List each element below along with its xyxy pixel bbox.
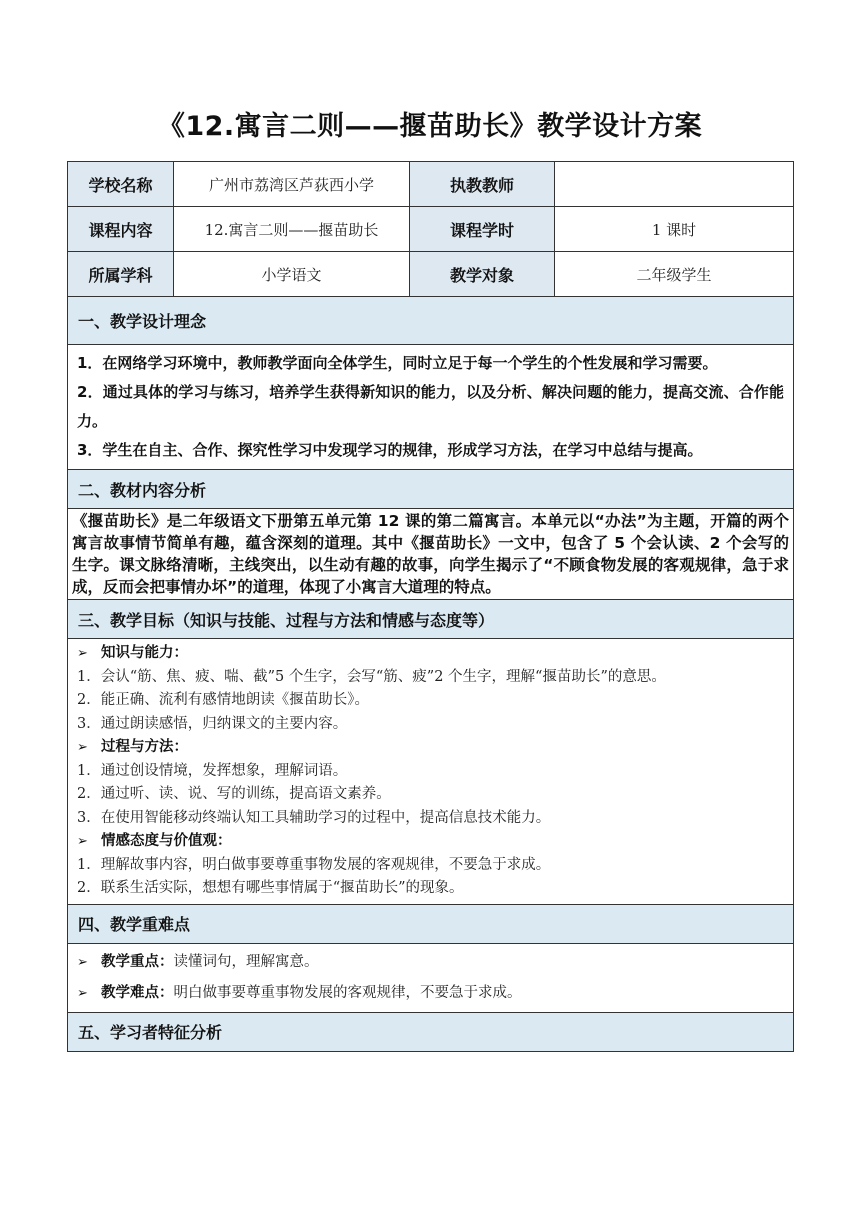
section-heading-philosophy: 一、教学设计理念: [68, 297, 794, 345]
philosophy-body: [68, 345, 794, 470]
goal-group-title: 知识与能力：: [101, 645, 188, 661]
key-point: [77, 947, 784, 978]
goals-body: [68, 639, 794, 905]
section-heading-goals: 三、教学目标（知识与技能、过程与方法和情感与态度等）: [68, 600, 794, 639]
goal-item: 3．通过朗读感悟，归纳课文的主要内容。: [77, 715, 348, 732]
goal-group-knowledge: [77, 642, 784, 666]
subject-label: 所属学科: [68, 252, 174, 297]
info-row-school: [68, 162, 794, 207]
philosophy-item: 3．学生在自主、合作、探究性学习中发现学习的规律，形成学习方法，在学习中总结与提高。: [77, 441, 703, 459]
goal-group-title: 过程与方法：: [101, 739, 188, 755]
keypoints-body: [68, 943, 794, 1012]
lesson-plan-table: [67, 161, 794, 1052]
goal-item: 2．通过听、读、说、写的训练，提高语文素养。: [77, 786, 391, 802]
section-body-row: [68, 509, 794, 600]
goal-group-emotion: [77, 830, 784, 854]
section-row: [68, 904, 794, 943]
goal-item: 2．联系生活实际，想想有哪些事情属于“揠苗助长”的现象。: [77, 880, 464, 896]
difficulty-point-label: 教学难点：: [101, 984, 174, 1001]
goal-item: 1．通过创设情境，发挥想象，理解词语。: [77, 762, 348, 779]
arrow-bullet-icon: ➢: [77, 646, 88, 661]
document-title: 《12.寓言二则——揠苗助长》教学设计方案: [157, 111, 703, 142]
school-value: 广州市荔湾区芦荻西小学: [174, 162, 410, 207]
section-row: [68, 297, 794, 345]
info-row-subject: [68, 252, 794, 297]
section-body-row: [68, 943, 794, 1012]
section-row: [68, 600, 794, 639]
goal-item: 1．会认“筋、焦、疲、喘、截”5 个生字，会写“筋、疲”2 个生字，理解“揠苗助长”的意思。: [77, 668, 666, 685]
subject-value: 小学语文: [174, 252, 410, 297]
difficulty-point: [77, 978, 784, 1009]
section-row: [68, 1012, 794, 1051]
goal-item: 2．能正确、流利有感情地朗读《揠苗助长》。: [77, 692, 369, 708]
key-point-text: 读懂词句，理解寓意。: [173, 953, 319, 970]
teacher-label: 执教教师: [410, 162, 555, 207]
philosophy-item: 2．通过具体的学习与练习，培养学生获得新知识的能力，以及分析、解决问题的能力，提高交流、合作能力。: [77, 383, 784, 430]
hours-label: 课程学时: [410, 207, 555, 252]
arrow-bullet-icon: ➢: [77, 834, 88, 849]
arrow-bullet-icon: ➢: [77, 985, 88, 1001]
section-heading-learners: 五、学习者特征分析: [68, 1012, 794, 1051]
section-heading-analysis: 二、教材内容分析: [68, 470, 794, 509]
hours-value: 1 课时: [555, 207, 794, 252]
goal-item: 1．理解故事内容，明白做事要尊重事物发展的客观规律，不要急于求成。: [77, 856, 551, 873]
section-body-row: [68, 345, 794, 470]
audience-value: 二年级学生: [555, 252, 794, 297]
difficulty-point-text: 明白做事要尊重事物发展的客观规律，不要急于求成。: [173, 984, 522, 1001]
content-value: 12.寓言二则——揠苗助长: [174, 207, 410, 252]
teacher-value: [555, 162, 794, 207]
goal-group-process: [77, 736, 784, 760]
arrow-bullet-icon: ➢: [77, 740, 88, 755]
goal-group-title: 情感态度与价值观：: [101, 833, 232, 849]
school-label: 学校名称: [68, 162, 174, 207]
arrow-bullet-icon: ➢: [77, 954, 88, 970]
info-row-content: [68, 207, 794, 252]
content-label: 课程内容: [68, 207, 174, 252]
goal-item: 3．在使用智能移动终端认知工具辅助学习的过程中，提高信息技术能力。: [77, 809, 551, 826]
section-body-row: [68, 639, 794, 905]
analysis-body: 《揠苗助长》是二年级语文下册第五单元第 12 课的第二篇寓言。本单元以“办法”为主题，开篇的两个寓言故事情节简单有趣，蕴含深刻的道理。其中《揠苗助长》一文中，包含了 5 个会认读、2 个会写的生字。课文脉络清晰，主线突出，以生动有趣的故事，向学生揭示了“不顾食物发展的客观规律，急于求成，反而会把事情办坏”的道理，体现了小寓言大道理的特点。: [68, 509, 794, 600]
philosophy-item: 1．在网络学习环境中，教师教学面向全体学生，同时立足于每一个学生的个性发展和学习需要。: [77, 354, 718, 372]
key-point-label: 教学重点：: [101, 953, 174, 970]
audience-label: 教学对象: [410, 252, 555, 297]
section-row: [68, 470, 794, 509]
section-heading-keypoints: 四、教学重难点: [68, 904, 794, 943]
